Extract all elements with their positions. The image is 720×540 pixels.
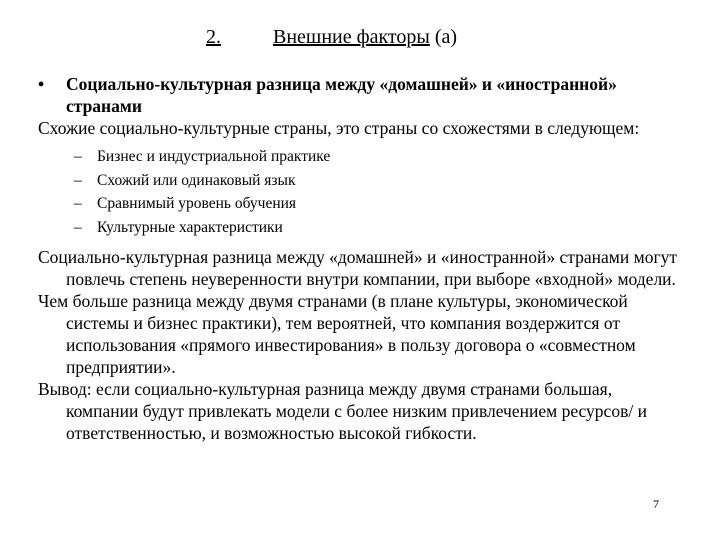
- slide-content: [38, 73, 686, 444]
- dash-marker: –: [74, 195, 82, 212]
- paragraph-conclusion: Вывод: если социально-культурная разница между двумя странами большая, компании будут привлекать модели с более низким привлечением ресурсов/ и ответственностью, и возможностью высокой гибкости.: [38, 379, 647, 443]
- dash-marker: –: [74, 171, 82, 189]
- title-number: 2.: [206, 26, 221, 48]
- list-item-text: Сравнимый уровень обучения: [97, 195, 297, 212]
- list-item-text: Бизнес и индустриальной практике: [97, 148, 331, 165]
- bullet-text: Социально-культурная разница между «домашней» и «иностранной» странами: [66, 74, 617, 116]
- title-underlined: Внешние факторы: [273, 26, 430, 48]
- list-item-text: Схожий или одинаковый язык: [97, 171, 296, 189]
- title-text: [273, 26, 457, 48]
- paragraph-uncertainty: Социально-культурная разница между «домашней» и «иностранной» странами могут повлечь степень неуверенности внутри компании, при выборе «входной» модели.: [38, 247, 678, 289]
- list-item: [38, 169, 686, 193]
- dash-marker: –: [74, 148, 82, 165]
- list-item: [38, 145, 686, 169]
- bullet-heading: [38, 73, 686, 117]
- list-item: [38, 192, 686, 216]
- dash-marker: –: [74, 218, 82, 236]
- page-number: 7: [653, 497, 659, 511]
- list-item: [38, 216, 686, 240]
- factor-list: [38, 145, 686, 239]
- paragraph-difference: Чем больше разница между двумя странами (в плане культуры, экономической системы и бизнес практики), тем вероятней, что компания воздержится от использования «прямого инвестирования» в пользу договора о «совместном предприятии».: [38, 291, 636, 377]
- title-suffix: (а): [429, 26, 458, 48]
- bullet-marker: •: [38, 74, 45, 94]
- slide-title: [206, 26, 457, 49]
- intro-paragraph: Схожие социально-культурные страны, это страны со схожестями в следующем:: [38, 118, 640, 138]
- list-item-text: Культурные характеристики: [97, 218, 283, 236]
